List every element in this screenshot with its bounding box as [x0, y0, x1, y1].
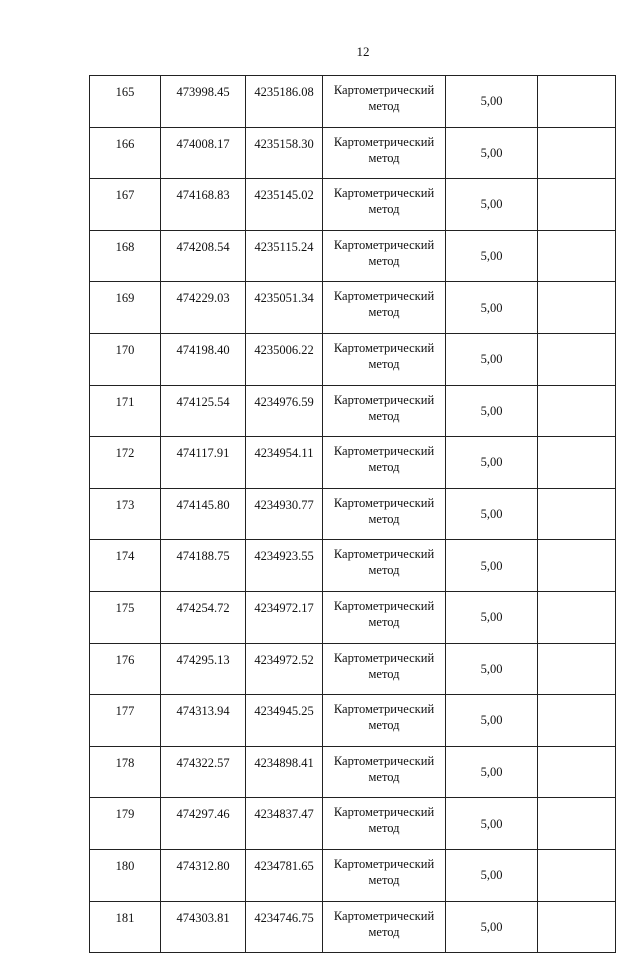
table-row [90, 591, 616, 643]
accuracy-cell: 5,00 [446, 179, 538, 231]
accuracy-cell: 5,00 [446, 798, 538, 850]
method-line-2: метод [368, 511, 400, 526]
x-coordinate-cell: 474125.54 [161, 385, 246, 437]
point-number-cell: 166 [90, 127, 161, 179]
x-coordinate-cell: 474168.83 [161, 179, 246, 231]
point-number-cell: 175 [90, 591, 161, 643]
method-cell [323, 437, 446, 489]
method-line-1: Картометрический [333, 237, 435, 252]
method-cell [323, 901, 446, 953]
accuracy-cell: 5,00 [446, 488, 538, 540]
accuracy-cell: 5,00 [446, 849, 538, 901]
method-line-1: Картометрический [333, 856, 435, 871]
note-cell [538, 540, 616, 592]
point-number-cell: 169 [90, 282, 161, 334]
accuracy-cell: 5,00 [446, 333, 538, 385]
accuracy-cell: 5,00 [446, 437, 538, 489]
method-line-2: метод [368, 305, 400, 320]
point-number-cell: 172 [90, 437, 161, 489]
table-row [90, 695, 616, 747]
y-coordinate-cell: 4235006.22 [246, 333, 323, 385]
point-number-cell: 165 [90, 76, 161, 128]
method-cell [323, 591, 446, 643]
method-line-1: Картометрический [333, 805, 435, 820]
method-line-1: Картометрический [333, 186, 435, 201]
table-row [90, 746, 616, 798]
accuracy-cell: 5,00 [446, 385, 538, 437]
x-coordinate-cell: 474313.94 [161, 695, 246, 747]
table-row [90, 849, 616, 901]
y-coordinate-cell: 4235158.30 [246, 127, 323, 179]
point-number-cell: 176 [90, 643, 161, 695]
method-cell [323, 76, 446, 128]
y-coordinate-cell: 4234781.65 [246, 849, 323, 901]
table-row [90, 643, 616, 695]
table-row [90, 488, 616, 540]
point-number-cell: 179 [90, 798, 161, 850]
x-coordinate-cell: 474188.75 [161, 540, 246, 592]
accuracy-cell: 5,00 [446, 643, 538, 695]
point-number-cell: 167 [90, 179, 161, 231]
accuracy-cell: 5,00 [446, 901, 538, 953]
method-line-1: Картометрический [333, 598, 435, 613]
accuracy-cell: 5,00 [446, 282, 538, 334]
x-coordinate-cell: 474208.54 [161, 230, 246, 282]
note-cell [538, 179, 616, 231]
note-cell [538, 282, 616, 334]
method-cell [323, 488, 446, 540]
note-cell [538, 901, 616, 953]
note-cell [538, 488, 616, 540]
method-line-2: метод [368, 150, 400, 165]
method-line-2: метод [368, 253, 400, 268]
x-coordinate-cell: 474322.57 [161, 746, 246, 798]
note-cell [538, 643, 616, 695]
x-coordinate-cell: 474254.72 [161, 591, 246, 643]
x-coordinate-cell: 474145.80 [161, 488, 246, 540]
method-cell [323, 849, 446, 901]
y-coordinate-cell: 4235186.08 [246, 76, 323, 128]
method-line-2: метод [368, 924, 400, 939]
method-line-1: Картометрический [333, 134, 435, 149]
point-number-cell: 180 [90, 849, 161, 901]
method-cell [323, 746, 446, 798]
point-number-cell: 177 [90, 695, 161, 747]
method-line-2: метод [368, 356, 400, 371]
accuracy-cell: 5,00 [446, 695, 538, 747]
method-line-2: метод [368, 666, 400, 681]
method-cell [323, 643, 446, 695]
note-cell [538, 849, 616, 901]
point-number-cell: 173 [90, 488, 161, 540]
method-line-1: Картометрический [333, 753, 435, 768]
accuracy-cell: 5,00 [446, 127, 538, 179]
y-coordinate-cell: 4234972.52 [246, 643, 323, 695]
method-line-2: метод [368, 821, 400, 836]
x-coordinate-cell: 474312.80 [161, 849, 246, 901]
x-coordinate-cell: 474229.03 [161, 282, 246, 334]
method-line-2: метод [368, 460, 400, 475]
x-coordinate-cell: 474008.17 [161, 127, 246, 179]
point-number-cell: 174 [90, 540, 161, 592]
y-coordinate-cell: 4234923.55 [246, 540, 323, 592]
y-coordinate-cell: 4235115.24 [246, 230, 323, 282]
method-line-2: метод [368, 408, 400, 423]
method-line-1: Картометрический [333, 83, 435, 97]
note-cell [538, 385, 616, 437]
table-row [90, 901, 616, 953]
note-cell [538, 695, 616, 747]
accuracy-cell: 5,00 [446, 76, 538, 128]
method-line-2: метод [368, 563, 400, 578]
table-row [90, 230, 616, 282]
y-coordinate-cell: 4234945.25 [246, 695, 323, 747]
table-row [90, 333, 616, 385]
accuracy-cell: 5,00 [446, 230, 538, 282]
note-cell [538, 333, 616, 385]
y-coordinate-cell: 4234954.11 [246, 437, 323, 489]
y-coordinate-cell: 4234898.41 [246, 746, 323, 798]
x-coordinate-cell: 474297.46 [161, 798, 246, 850]
point-number-cell: 170 [90, 333, 161, 385]
accuracy-cell: 5,00 [446, 746, 538, 798]
table-row [90, 437, 616, 489]
point-number-cell: 168 [90, 230, 161, 282]
y-coordinate-cell: 4234746.75 [246, 901, 323, 953]
y-coordinate-cell: 4234976.59 [246, 385, 323, 437]
note-cell [538, 76, 616, 128]
note-cell [538, 591, 616, 643]
note-cell [538, 230, 616, 282]
point-number-cell: 178 [90, 746, 161, 798]
method-cell [323, 282, 446, 334]
accuracy-cell: 5,00 [446, 540, 538, 592]
coordinates-table [89, 75, 616, 953]
table-row [90, 179, 616, 231]
method-cell [323, 798, 446, 850]
method-line-2: метод [368, 99, 400, 113]
method-line-2: метод [368, 769, 400, 784]
method-cell [323, 385, 446, 437]
y-coordinate-cell: 4234837.47 [246, 798, 323, 850]
method-line-1: Картометрический [333, 650, 435, 665]
method-line-1: Картометрический [333, 547, 435, 562]
accuracy-cell: 5,00 [446, 591, 538, 643]
table-row [90, 127, 616, 179]
method-cell [323, 179, 446, 231]
x-coordinate-cell: 474117.91 [161, 437, 246, 489]
table-row [90, 798, 616, 850]
note-cell [538, 798, 616, 850]
x-coordinate-cell: 474198.40 [161, 333, 246, 385]
method-line-2: метод [368, 614, 400, 629]
method-line-1: Картометрический [333, 444, 435, 459]
method-line-1: Картометрический [333, 908, 435, 923]
x-coordinate-cell: 473998.45 [161, 76, 246, 128]
method-cell [323, 333, 446, 385]
table-row [90, 282, 616, 334]
method-line-1: Картометрический [333, 392, 435, 407]
note-cell [538, 437, 616, 489]
x-coordinate-cell: 474303.81 [161, 901, 246, 953]
point-number-cell: 181 [90, 901, 161, 953]
method-line-2: метод [368, 202, 400, 217]
method-line-1: Картометрический [333, 289, 435, 304]
method-cell [323, 230, 446, 282]
y-coordinate-cell: 4235145.02 [246, 179, 323, 231]
x-coordinate-cell: 474295.13 [161, 643, 246, 695]
note-cell [538, 746, 616, 798]
method-line-1: Картометрический [333, 340, 435, 355]
method-line-2: метод [368, 872, 400, 887]
page-number: 12 [356, 44, 370, 59]
coordinates-table-body [90, 76, 616, 953]
note-cell [538, 127, 616, 179]
method-line-2: метод [368, 718, 400, 733]
method-line-1: Картометрический [333, 495, 435, 510]
method-cell [323, 127, 446, 179]
table-row [90, 385, 616, 437]
table-row [90, 76, 616, 128]
method-line-1: Картометрический [333, 702, 435, 717]
y-coordinate-cell: 4234930.77 [246, 488, 323, 540]
method-cell [323, 540, 446, 592]
point-number-cell: 171 [90, 385, 161, 437]
method-cell [323, 695, 446, 747]
table-row [90, 540, 616, 592]
y-coordinate-cell: 4234972.17 [246, 591, 323, 643]
y-coordinate-cell: 4235051.34 [246, 282, 323, 334]
